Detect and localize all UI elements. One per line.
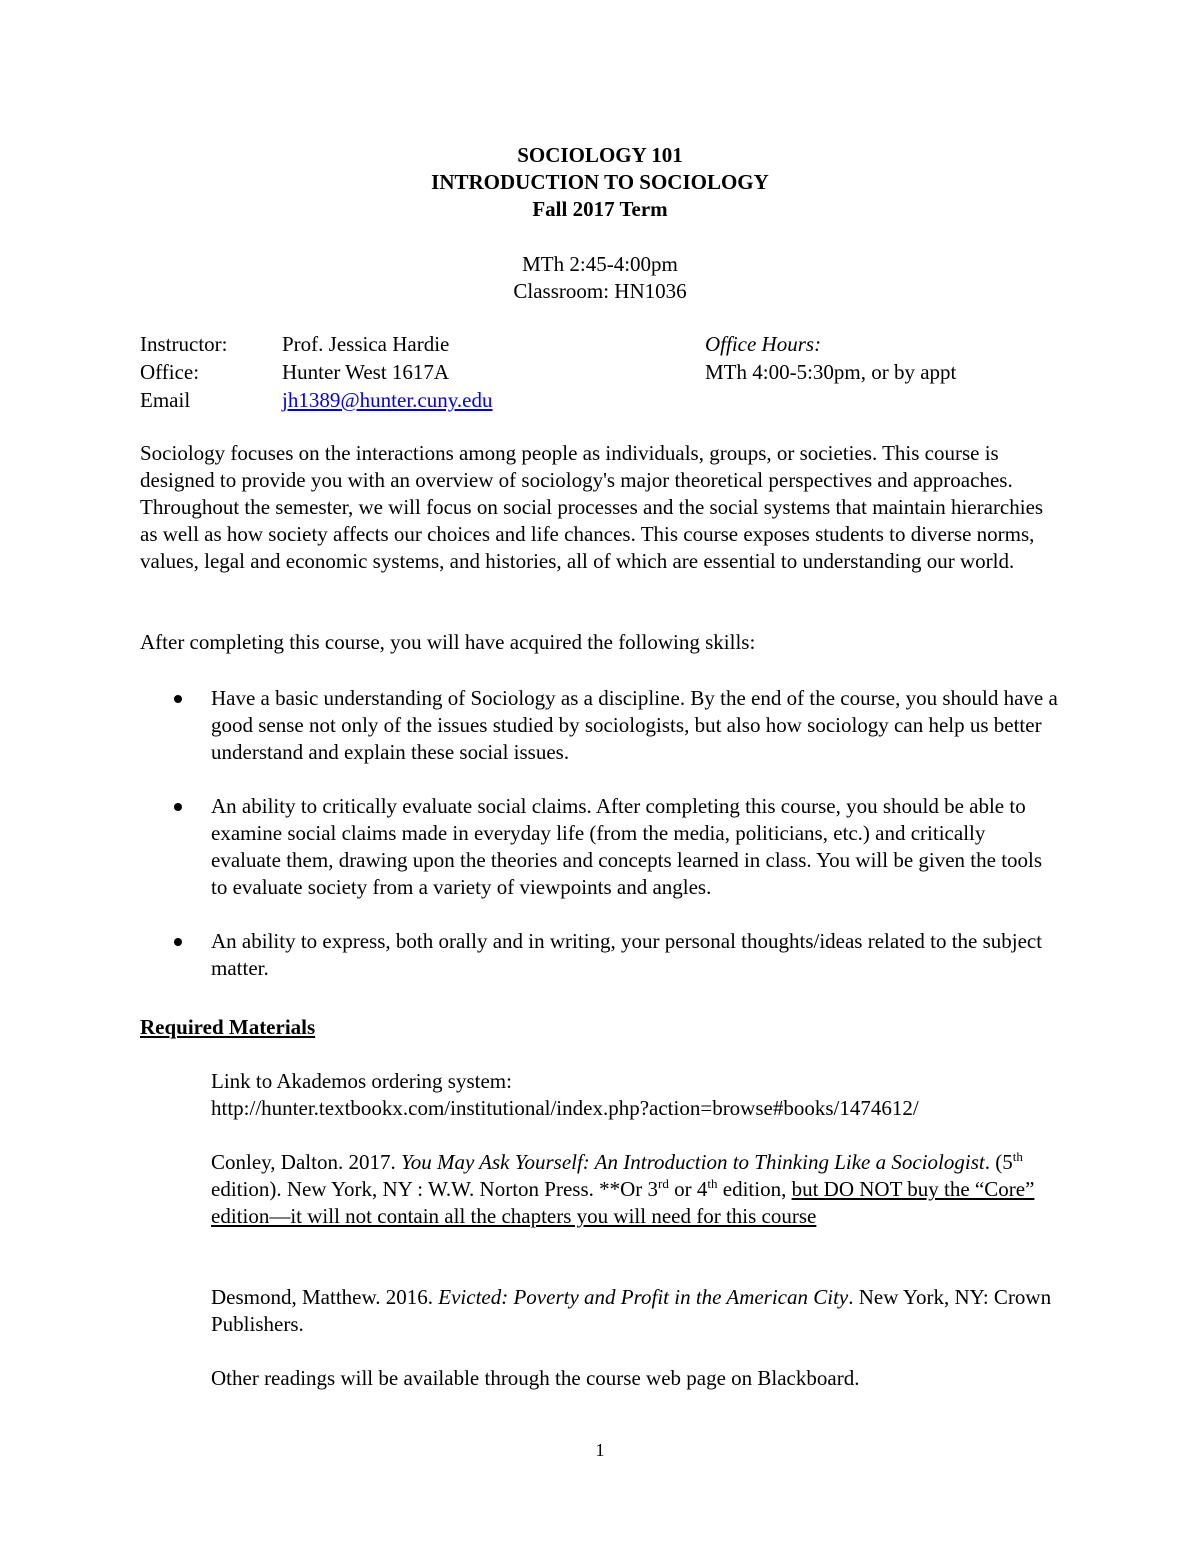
office-label: Office: — [140, 360, 200, 384]
title-block — [0, 142, 1200, 223]
skill-text: An ability to express, both orally and in writing, your personal thoughts/ideas related to the subject matter. — [211, 929, 1043, 980]
schedule-block — [0, 251, 1200, 305]
bullet-icon — [174, 803, 182, 811]
skills-intro: After completing this course, you will have acquired the following skills: — [140, 630, 756, 654]
instructor-label: Instructor: — [140, 332, 228, 356]
list-item — [140, 685, 1060, 766]
course-term: Fall 2017 Term — [532, 197, 668, 221]
ordering-link-url[interactable]: http://hunter.textbookx.com/institutional/index.php?action=browse#books/1474612/ — [211, 1096, 919, 1120]
page-number: 1 — [595, 1440, 605, 1460]
course-code: SOCIOLOGY 101 — [517, 143, 683, 167]
classroom: Classroom: HN1036 — [513, 279, 687, 303]
required-materials-heading: Required Materials — [140, 1015, 316, 1039]
book-desmond — [211, 1284, 1061, 1338]
ordering-link-label: Link to Akademos ordering system: — [211, 1069, 512, 1093]
email-label: Email — [140, 388, 191, 412]
bullet-icon — [174, 938, 182, 946]
book-publisher: . New York, NY: Crown Publishers. — [211, 1285, 1052, 1336]
class-schedule: MTh 2:45-4:00pm — [522, 252, 678, 276]
book-author: Desmond, Matthew. 2016. — [211, 1285, 434, 1309]
book-alt-edition: or 4 — [668, 1177, 708, 1201]
skill-text: Have a basic understanding of Sociology as a discipline. By the end of the course, you should have a good sense not only of the issues studied by sociologists, but also how sociology can help us better understand and explain these social issues. — [211, 686, 1058, 764]
edition-superscript: th — [707, 1176, 718, 1191]
other-readings: Other readings will be available through the course web page on Blackboard. — [211, 1366, 860, 1390]
instructor-info — [140, 331, 1040, 415]
ordering-link-block — [211, 1068, 1061, 1122]
edition-superscript: rd — [658, 1176, 669, 1191]
email-row — [140, 387, 1040, 415]
list-item — [140, 928, 1060, 982]
book-edition: . (5 — [984, 1150, 1013, 1174]
book-title: You May Ask Yourself: An Introduction to Thinking Like a Sociologist — [400, 1150, 985, 1174]
book-author: Conley, Dalton. 2017. — [211, 1150, 396, 1174]
course-description: Sociology focuses on the interactions among people as individuals, groups, or societies. This course is designed to provide you with an overview of sociology's major theoretical perspectives and approaches. Throughout the semester, we will focus on social processes and the social systems that maintain hierarchies as well as how society affects our choices and life chances. This course exposes students to diverse norms, values, legal and economic systems, and histories, all of which are essential to understanding our world. — [140, 441, 1044, 573]
book-edition-word: edition, — [717, 1177, 792, 1201]
book-warning: but DO NOT buy the “Core” edition—it will not contain all the chapters you will need for this course — [211, 1177, 1035, 1228]
bullet-icon — [174, 695, 182, 703]
list-item — [140, 793, 1060, 901]
instructor-row — [140, 331, 1040, 359]
book-publisher: edition). New York, NY : W.W. Norton Press. **Or 3 — [211, 1177, 659, 1201]
office-row — [140, 359, 1040, 387]
office-hours-value: MTh 4:00-5:30pm, or by appt — [705, 360, 957, 384]
email-link[interactable]: jh1389@hunter.cuny.edu — [282, 388, 493, 412]
instructor-name: Prof. Jessica Hardie — [282, 332, 450, 356]
book-title: Evicted: Poverty and Profit in the American City — [438, 1285, 849, 1309]
office-hours-label: Office Hours: — [705, 332, 822, 356]
skill-text: An ability to critically evaluate social claims. After completing this course, you should be able to examine social claims made in everyday life (from the media, politicians, etc.) and critically evaluate them, drawing upon the theories and concepts learned in class. You will be given the tools to evaluate society from a variety of viewpoints and angles. — [211, 794, 1043, 899]
office-location: Hunter West 1617A — [282, 360, 450, 384]
edition-superscript: th — [1012, 1149, 1023, 1164]
skills-list — [140, 685, 1060, 1009]
book-conley — [211, 1149, 1061, 1230]
course-title: INTRODUCTION TO SOCIOLOGY — [431, 170, 769, 194]
